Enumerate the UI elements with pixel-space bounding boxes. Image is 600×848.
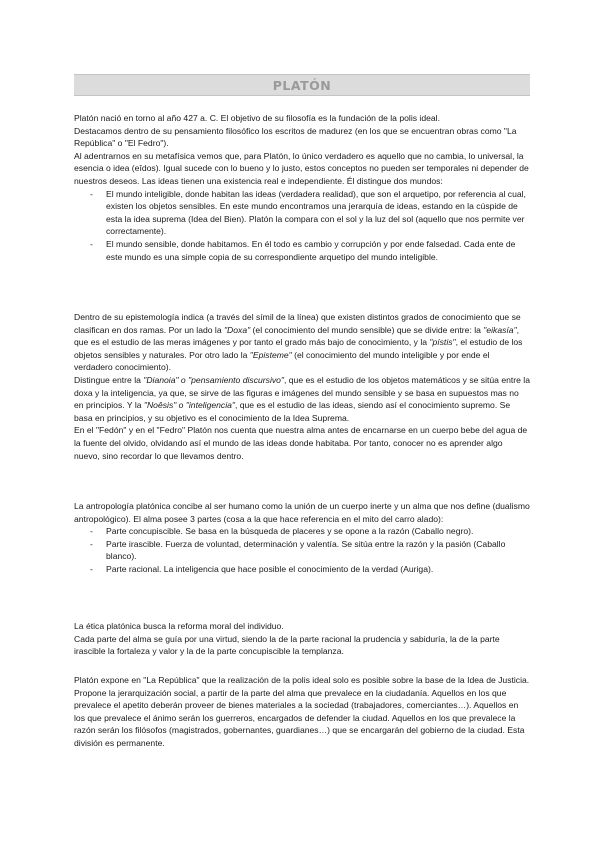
text-run: , el estudio de los objetos sensibles y naturales. Por otro lado la (74, 337, 523, 360)
paragraph: Cada parte del alma se guía por una virtud, siendo la de la parte racional la prudencia y sabiduría, la de la parte irascible la fortaleza y valor y la de la parte concupiscible la templanza. (74, 633, 500, 657)
term-dianoia: "Dianoia" o "pensamiento discursivo" (143, 374, 284, 385)
paragraph: Platón nació en torno al año 427 a. C. El objetivo de su filosofía es la fundación de la polis ideal. (74, 113, 440, 123)
text-run: Dentro de su epistemología indica (a través del símil de la línea) que existen distintos grados de conocimiento que se clasifican en dos ramas. Por un lado la (74, 312, 521, 335)
metaphysics-section (74, 112, 530, 263)
term-episteme: "Episteme" (249, 349, 292, 360)
paragraph (74, 311, 530, 374)
list-item: - Parte irascible. Fuerza de voluntad, determinación y valentía. Se sitúa entre la razón y la pasión (Caballo blanco). (74, 538, 530, 563)
paragraph (74, 374, 530, 424)
text-run: Distingue entre la (74, 374, 144, 385)
text-run: (el conocimiento del mundo sensible) que se divide entre: la (250, 324, 484, 335)
list-item: - Parte concupiscible. Se basa en la búsqueda de placeres y se opone a la razón (Caballo negro). (74, 525, 530, 538)
text-run: , que es el estudio de los objetos matemáticos y se sitúa entre la doxa y la inteligencia, ya que, se sirve de las figuras e imágenes del mundo sensible y se basa en supuestos mas no en principios. Y la (74, 374, 530, 411)
text-run: , que es el estudio de las ideas, siendo así el conocimiento supremo. Se basa en principios, y su objetivo es el conocimiento de la Idea Suprema. (74, 400, 511, 423)
paragraph: Al adentrarnos en su metafísica vemos que, para Platón, lo único verdadero es aquello que no cambia, lo universal, la esencia o idea (eîdos). Igual sucede con lo bueno y lo justo, estos conceptos no pueden ser temporales ni depender de nuestros deseos. Las ideas tienen una existencia real e independiente. Él distingue dos mundos: (74, 150, 529, 186)
text-run: , que es el estudio de las meras imágenes y por tanto el grado más bajo de conocimiento, y la (74, 324, 520, 348)
term-pistis: "pístis" (429, 337, 456, 348)
soul-parts-list (74, 525, 530, 575)
epistemology-section (74, 311, 530, 462)
title-bar (74, 74, 530, 96)
term-doxa: "Doxa" (224, 324, 251, 335)
paragraph: La antropología platónica concibe al ser humano como la unión de un cuerpo inerte y un alma que nos define (dualismo antropológico). El alma posee 3 partes (cosa a la que hace referencia en el mito del carro alado): (74, 501, 530, 524)
text-run: (el conocimiento del mundo inteligible y por ende el verdadero conocimiento). (74, 349, 490, 373)
paragraph: Platón expone en "La República" que la realización de la polis ideal solo es posible sobre la base de la Idea de Justicia. Propone la jerarquización social, a partir de la parte del alma que prevalece en la ciudadanía. Aquellos en los que prevalece el apetito deberán proveer de bienes materiales a la sociedad (trabajadores, comerciantes…). Aquellos en los que prevalece el ánimo serán los guerreros, encargados de defender la ciudad. Aquellos en los que prevalece la razón serán los filósofos (magistrados, gobernantes, guardianes…) que se encargarán del gobierno de la ciudad. Esta división es permanente. (74, 675, 530, 748)
politics-section (74, 674, 530, 750)
list-item: - El mundo sensible, donde habitamos. En él todo es cambio y corrupción y por ende falsedad. Cada ente de este mundo es una simple copia de su correspondiente arquetipo del mundo inteligible. (74, 238, 530, 263)
term-noesis: "Noêsis" o "inteligencia" (143, 400, 235, 411)
worlds-list (74, 188, 530, 264)
title-section (74, 74, 530, 96)
paragraph: La ética platónica busca la reforma moral del individuo. (74, 621, 284, 631)
list-item: - Parte racional. La inteligencia que hace posible el conocimiento de la verdad (Auriga). (74, 563, 530, 576)
paragraph: En el "Fedón" y en el "Fedro" Platón nos cuenta que nuestra alma antes de encarnarse en un cuerpo bebe del agua de la fuente del olvido, olvidando así el mundo de las ideas donde habitaba. Por tanto, conocer no es aprender algo nuevo, sino recordar lo que llevamos dentro. (74, 425, 528, 461)
paragraph: Destacamos dentro de su pensamiento filosófico los escritos de madurez (en los que se encuentran obras como "La República" o "El Fedro"). (74, 125, 517, 149)
list-item: - El mundo inteligible, donde habitan las ideas (verdadera realidad), que son el arquetipo, por referencia al cual, existen los objetos sensibles. En este mundo encontramos una jerarquía de ideas, estando en la cúspide de esta la idea suprema (Idea del Bien). Platón la compara con el sol y la luz del sol (aquello que nos permite ver correctamente). (74, 188, 530, 238)
anthropology-section (74, 500, 530, 576)
term-eikasia: "eikasía" (483, 324, 517, 335)
page-title: PLATÓN (272, 77, 332, 93)
ethics-section (74, 620, 530, 658)
